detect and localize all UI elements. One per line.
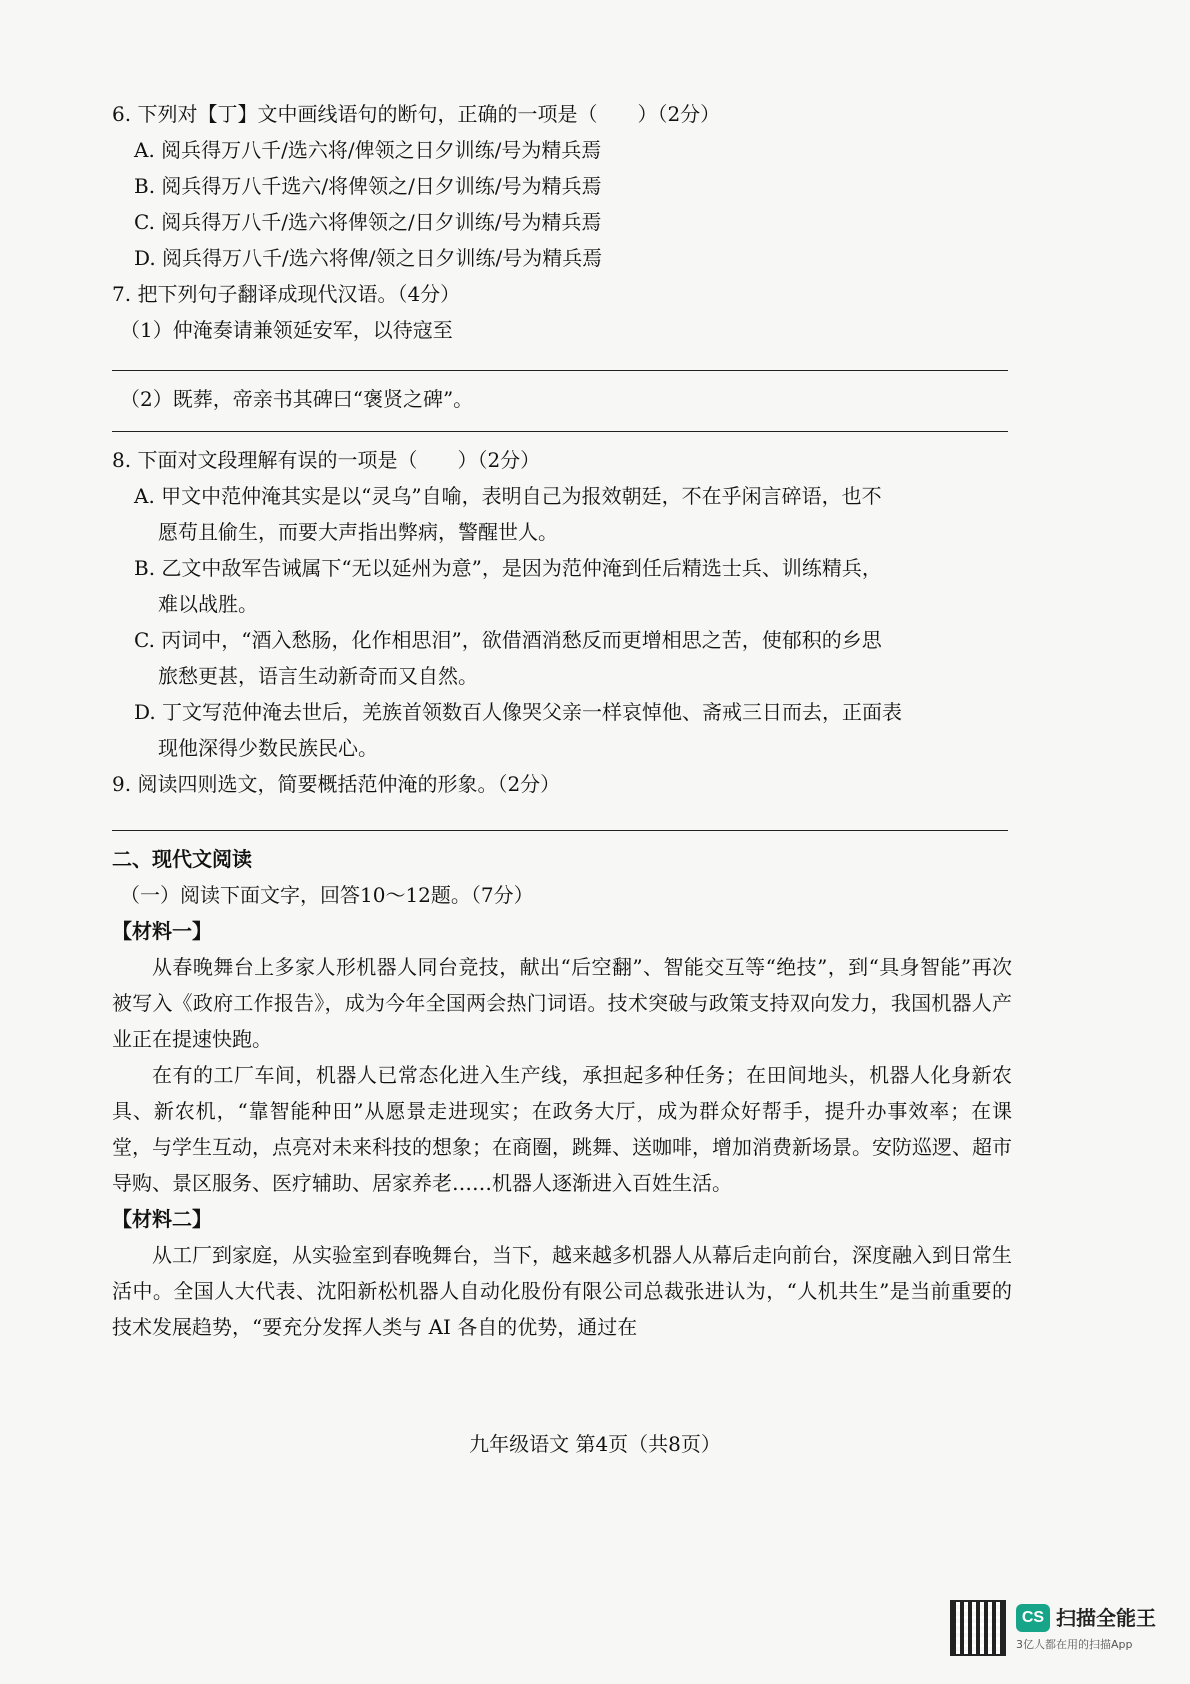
answer-line	[112, 370, 1008, 371]
material-2-label: 【材料二】	[112, 1207, 212, 1231]
question-8-option-b: B. 乙文中敌军告诫属下“无以延州为意”，是因为范仲淹到任后精选士兵、训练精兵，	[134, 556, 882, 580]
question-8-option-a-cont: 愿苟且偷生，而要大声指出弊病，警醒世人。	[158, 520, 558, 544]
material-1-paragraph: 在有的工厂车间，机器人已常态化进入生产线，承担起多种任务；在田间地头，机器人化身新农具、新农机，“靠智能种田”从愿景走进现实；在政务大厅，成为群众好帮手，提升办事效率；在课堂，与学生互动，点亮对未来科技的想象；在商圈，跳舞、送咖啡，增加消费新场景。安防巡逻、超市导购、景区服务、医疗辅助、居家养老……机器人逐渐进入百姓生活。	[112, 1063, 1012, 1195]
question-6-stem: 6. 下列对【丁】文中画线语句的断句，正确的一项是（ ）（2分）	[112, 102, 721, 126]
question-8-option-c-cont: 旅愁更甚，语言生动新奇而又自然。	[158, 664, 478, 688]
scanner-watermark	[950, 1600, 1170, 1660]
material-1-paragraph: 从春晚舞台上多家人形机器人同台竞技，献出“后空翻”、智能交互等“绝技”，到“具身智能”再次被写入《政府工作报告》，成为今年全国两会热门词语。技术突破与政策支持双向发力，我国机器人产业正在提速快跑。	[112, 955, 1012, 1051]
question-7-stem: 7. 把下列句子翻译成现代汉语。（4分）	[112, 282, 461, 306]
answer-line	[112, 431, 1008, 432]
camscanner-logo: CS	[1016, 1604, 1050, 1632]
question-8-option-d-cont: 现他深得少数民族民心。	[158, 736, 378, 760]
question-6-option-d: D. 阅兵得万八千/选六将俾/领之日夕训练/号为精兵焉	[134, 246, 603, 270]
section-intro: （一）阅读下面文字，回答10～12题。（7分）	[120, 883, 534, 907]
question-8-option-c: C. 丙词中，“酒入愁肠，化作相思泪”，欲借酒消愁反而更增相思之苦，使郁积的乡思	[134, 628, 882, 652]
question-8-stem: 8. 下面对文段理解有误的一项是（ ）（2分）	[112, 448, 541, 472]
question-6-option-c: C. 阅兵得万八千/选六将俾领之/日夕训练/号为精兵焉	[134, 210, 602, 234]
question-6-option-a: A. 阅兵得万八千/选六将/俾领之日夕训练/号为精兵焉	[134, 138, 602, 162]
question-8-option-a: A. 甲文中范仲淹其实是以“灵乌”自喻，表明自己为报效朝廷，不在乎闲言碎语，也不	[134, 484, 882, 508]
page-content	[112, 96, 1012, 1345]
qr-code-icon	[950, 1600, 1006, 1656]
question-7-sentence-1: （1）仲淹奏请兼领延安军，以待寇至	[120, 318, 453, 342]
question-6-option-b: B. 阅兵得万八千选六/将俾领之/日夕训练/号为精兵焉	[134, 174, 602, 198]
answer-line	[112, 830, 1008, 831]
section-title: 二、现代文阅读	[112, 847, 252, 871]
material-1-label: 【材料一】	[112, 919, 212, 943]
question-8-option-b-cont: 难以战胜。	[158, 592, 258, 616]
material-2-paragraph: 从工厂到家庭，从实验室到春晚舞台，当下，越来越多机器人从幕后走向前台，深度融入到日常生活中。全国人大代表、沈阳新松机器人自动化股份有限公司总裁张进认为，“人机共生”是当前重要的技术发展趋势，“要充分发挥人类与 AI 各自的优势，通过在	[112, 1243, 1012, 1339]
camscanner-name: 扫描全能王	[1056, 1606, 1156, 1630]
question-9-stem: 9. 阅读四则选文，简要概括范仲淹的形象。（2分）	[112, 772, 561, 796]
camscanner-tagline: 3亿人都在用的扫描App	[1016, 1638, 1133, 1651]
page-footer: 九年级语文 第4页（共8页）	[469, 1432, 721, 1456]
question-8-option-d: D. 丁文写范仲淹去世后，羌族首领数百人像哭父亲一样哀悼他、斋戒三日而去，正面表	[134, 700, 903, 724]
question-7-sentence-2: （2）既葬，帝亲书其碑曰“褒贤之碑”。	[120, 387, 474, 411]
